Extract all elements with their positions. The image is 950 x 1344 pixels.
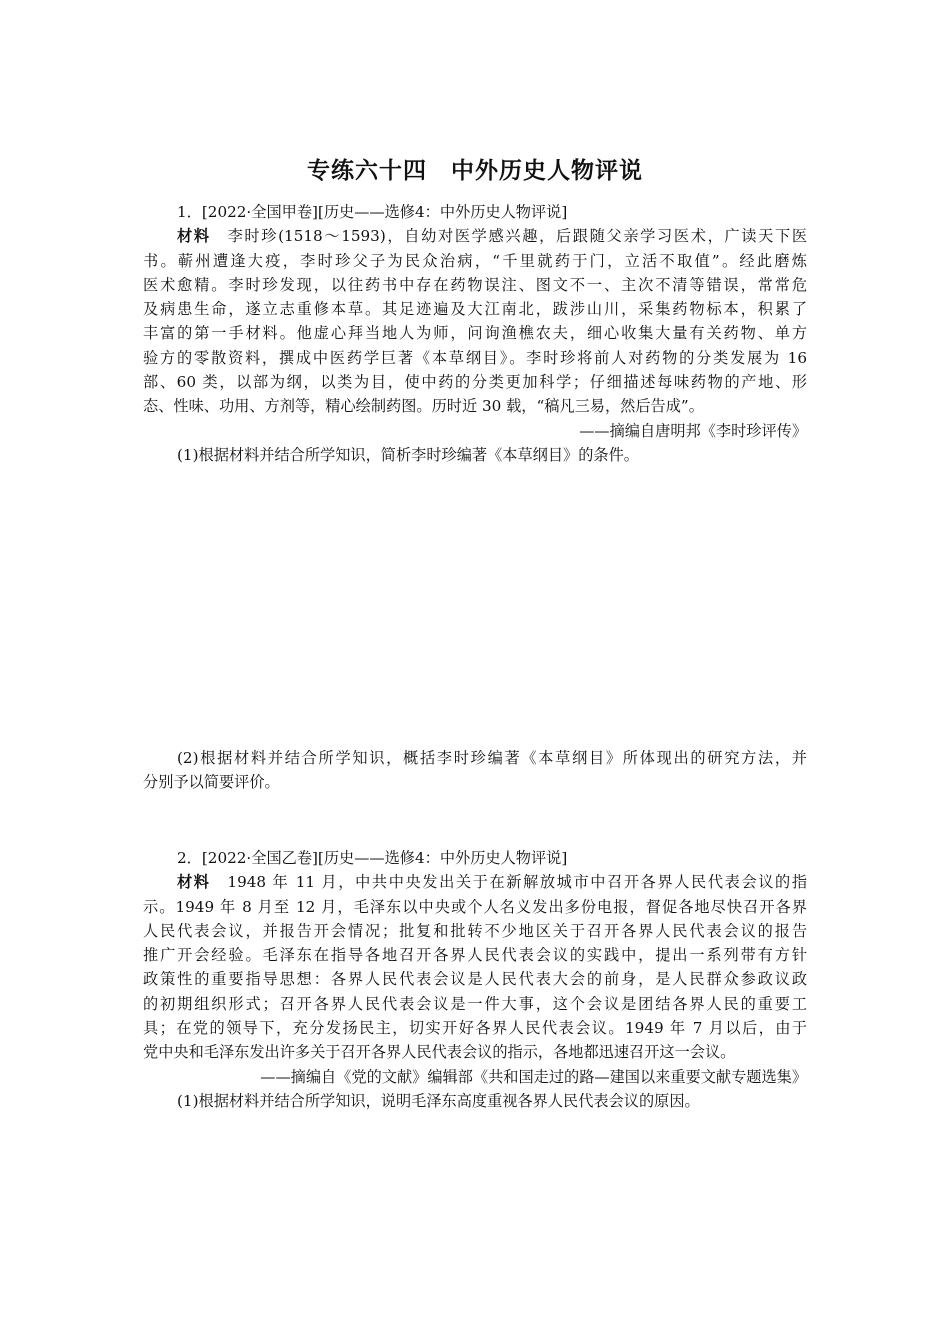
page-title: 专练六十四 中外历史人物评说 (307, 158, 643, 184)
material-line: 态、性味、功用、方剂等，精心绘制药图。历时近 30 载，“稿凡三易，然后告成”。 (143, 397, 704, 416)
question-2-header: 2．[2022·全国乙卷][历史——选修4：中外历史人物评说] (177, 849, 568, 867)
material-line: 验方的零散资料，撰成中医药学巨著《本草纲目》。李时珍将前人对药物的分类发展为 16 (143, 348, 807, 367)
material-line: 部、60 类，以部为纲，以类为目，使中药的分类更加科学；仔细描述每味药物的产地、形 (143, 373, 807, 392)
question-1-header: 1．[2022·全国甲卷][历史——选修4：中外历史人物评说] (177, 203, 568, 221)
material-label: 材料 (177, 227, 211, 246)
material-line: 材料 李时珍(1518～1593)，自幼对医学感兴趣，后跟随父亲学习医术，广读天下医 (177, 227, 807, 246)
material-line: 书。蕲州遭逢大疫，李时珍父子为民众治病，“千里就药于门，立活不取值”。经此磨炼 (143, 251, 807, 270)
material-line: 的初期组织形式；召开各界人民代表会议是一件大事，这个会议是团结各界人民的重要工 (143, 994, 807, 1013)
sub-2-line: (2)根据材料并结合所学知识，概括李时珍编著《本草纲目》所体现出的研究方法，并 (177, 749, 807, 767)
document-page (143, 0, 807, 1344)
material-line: 政策性的重要指导思想：各界人民代表会议是人民代表大会的前身，是人民群众参政议政 (143, 970, 807, 989)
material-line: 及病患生命，遂立志重修本草。其足迹遍及大江南北，跋涉山川，采集药物标本，积累了 (143, 300, 807, 319)
material-line: 材料 1948 年 11 月，中共中央发出关于在新解放城市中召开各界人民代表会议的指 (177, 873, 807, 892)
material-line: 党中央和毛泽东发出许多关于召开各界人民代表会议的指示，各地都迅速召开这一会议。 (143, 1043, 736, 1062)
material-source: ——摘编自《党的文献》编辑部《共和国走过的路—建国以来重要文献专题选集》 (260, 1067, 807, 1086)
material-line: 医术愈精。李时珍发现，以往药书中存在药物误注、图文不一、主次不清等错误，常常危 (143, 275, 807, 294)
material-line: 丰富的第一手材料。他虚心拜当地人为师，问询渔樵农夫，细心收集大量有关药物、单方 (143, 324, 807, 343)
material-line: 人民代表会议，并报告开会情况；批复和批转不少地区关于召开各界人民代表会议的报告 (143, 921, 807, 940)
sub-2-line: 分别予以简要评价。 (143, 773, 280, 792)
material-line: 示。1949 年 8 月至 12 月，毛泽东以中央或个人名义发出多份电报，督促各地尽快召开各界 (143, 897, 807, 916)
question-1-sub-1: (1)根据材料并结合所学知识，简析李时珍编著《本草纲目》的条件。 (177, 445, 639, 464)
material-label: 材料 (177, 873, 211, 892)
question-2-sub-1: (1)根据材料并结合所学知识，说明毛泽东高度重视各界人民代表会议的原因。 (177, 1091, 700, 1110)
material-line: 具；在党的领导下，充分发扬民主，切实开好各界人民代表会议。1949 年 7 月以后，由于 (143, 1019, 807, 1038)
question-1-sub-2 (143, 746, 807, 795)
material-line: 推广开会经验。毛泽东在指导各地召开各界人民代表会议的实践中，提出一系列带有方针 (143, 946, 807, 965)
question-1 (143, 200, 807, 467)
material-source: ——摘编自唐明邦《李时珍评传》 (579, 421, 807, 440)
question-2 (143, 846, 807, 1113)
